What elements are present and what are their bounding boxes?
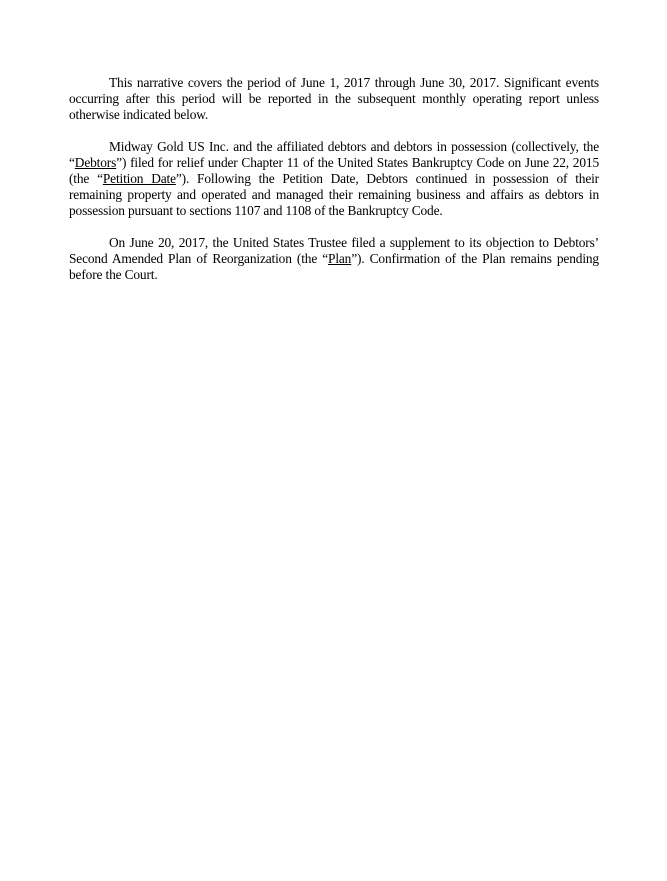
- narrative-period-paragraph: [69, 75, 599, 123]
- debtors-background-paragraph: [69, 139, 599, 219]
- petition-date-defined-term: Petition Date: [102, 171, 176, 186]
- debtors-possession-text: ”). Following the Petition Date, Debtors continued in possession of their remaining property and operated and managed their remaining business and affairs as debtors in possession pursuant to sections 1107 and 1108 of the Bankruptcy Code.: [69, 171, 599, 218]
- plan-objection-paragraph: [69, 235, 599, 283]
- document-body: [69, 75, 599, 299]
- plan-defined-term: Plan: [328, 251, 352, 266]
- debtors-filing-text: ”) filed for relief under Chapter 11 of the United States Bankruptcy Code on June 22, 2015 (the “: [69, 155, 599, 186]
- plan-objection-text: On June 20, 2017, the United States Trustee filed a supplement to its objection to Debtors’ Second Amended Plan of Reorganization (the “: [69, 235, 599, 266]
- narrative-period-text: This narrative covers the period of June 1, 2017 through June 30, 2017. Significant events occurring after this period will be reported in the subsequent monthly operating report unless otherwise indicated below.: [69, 75, 599, 122]
- plan-confirmation-text: ”). Confirmation of the Plan remains pending before the Court.: [69, 251, 599, 282]
- debtors-defined-term: Debtors: [74, 155, 117, 170]
- debtors-intro-text: Midway Gold US Inc. and the affiliated debtors and debtors in possession (collectively, the “: [69, 139, 599, 170]
